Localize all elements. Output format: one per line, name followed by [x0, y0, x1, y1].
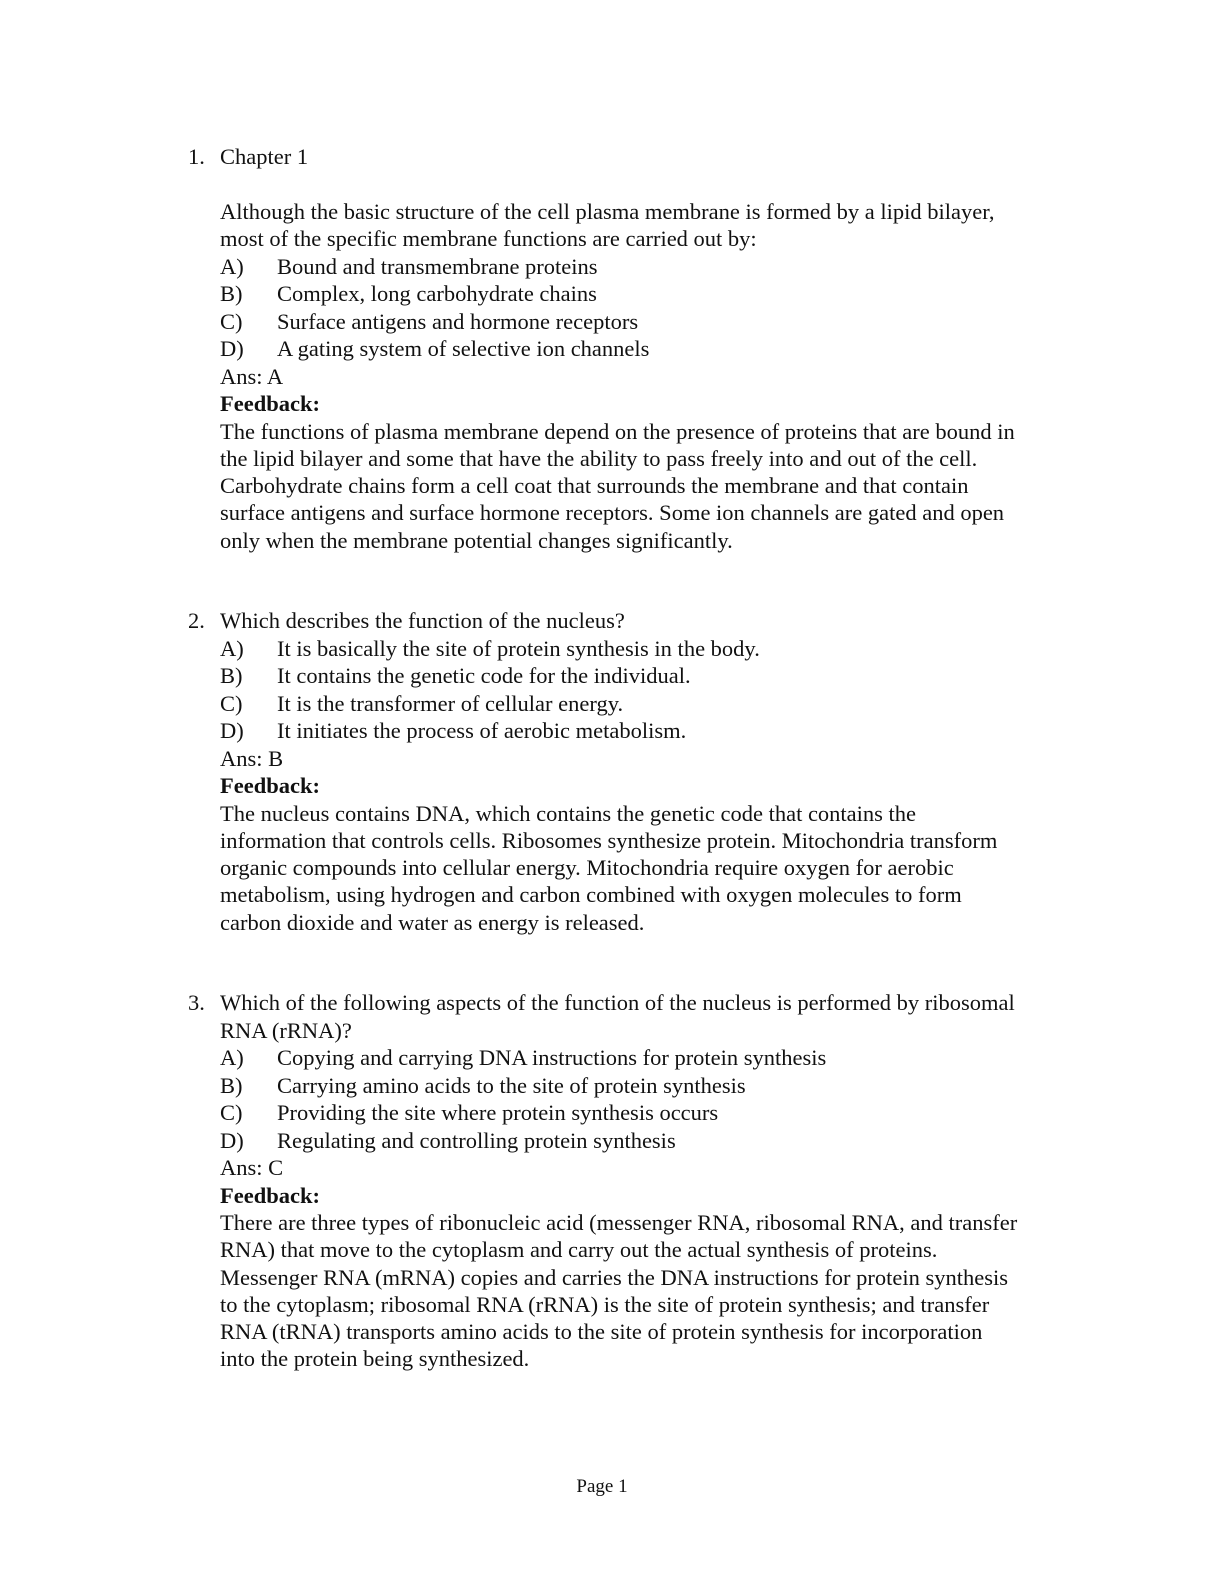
question-3-body [220, 1044, 1068, 1373]
option-letter: C) [220, 690, 243, 716]
answer: Ans: C [220, 1155, 284, 1180]
option-a [220, 635, 1068, 663]
option-text: Carrying amino acids to the site of protein synthesis [277, 1072, 746, 1098]
chapter-heading: Chapter 1 [220, 144, 309, 169]
option-c [220, 1099, 1068, 1127]
option-letter: B) [220, 1072, 243, 1098]
option-text: Complex, long carbohydrate chains [277, 281, 597, 306]
feedback-text [220, 1209, 1068, 1373]
question-3-header [188, 989, 1068, 1044]
question-3 [188, 989, 1068, 1373]
feedback-line: Messenger RNA (mRNA) copies and carries the DNA instructions for protein synthesis [220, 1264, 1008, 1290]
option-letter: D) [220, 718, 244, 743]
feedback-line: information that controls cells. Ribosomes synthesize protein. Mitochondria transform [220, 827, 998, 853]
feedback-text [220, 800, 1068, 936]
feedback-label: Feedback: [220, 1182, 320, 1208]
option-letter: D) [220, 1127, 244, 1153]
option-text: It initiates the process of aerobic metabolism. [277, 718, 687, 743]
feedback-line: surface antigens and surface hormone receptors. Some ion channels are gated and open [220, 500, 1005, 526]
option-a [220, 253, 1068, 281]
question-number: 1. [188, 144, 205, 169]
feedback-line: metabolism, using hydrogen and carbon combined with oxygen molecules to form [220, 882, 962, 908]
option-text: Providing the site where protein synthesis occurs [277, 1100, 719, 1125]
feedback-line: the lipid bilayer and some that have the ability to pass freely into and out of the cell. [220, 445, 978, 471]
option-text: A gating system of selective ion channels [277, 336, 650, 361]
question-line: Which of the following aspects of the function of the nucleus is performed by ribosomal [220, 990, 1015, 1015]
option-letter: B) [220, 281, 243, 306]
feedback-line: RNA) that move to the cytoplasm and carry out the actual synthesis of proteins. [220, 1237, 938, 1263]
question-line: Which describes the function of the nucleus? [220, 608, 625, 633]
option-letter: C) [220, 1100, 243, 1125]
question-1 [188, 143, 1068, 554]
feedback-label: Feedback: [220, 773, 320, 798]
option-d [220, 1127, 1068, 1155]
answer: Ans: B [220, 745, 284, 771]
page-number: Page 1 [576, 1476, 628, 1497]
feedback-line: The nucleus contains DNA, which contains the genetic code that contains the [220, 800, 917, 826]
feedback-line: only when the membrane potential changes significantly. [220, 527, 733, 553]
option-b [220, 280, 1068, 308]
option-text: It is basically the site of protein synthesis in the body. [277, 635, 760, 661]
option-text: Surface antigens and hormone receptors [277, 308, 639, 334]
feedback-label: Feedback: [220, 391, 320, 416]
option-letter: A) [220, 1045, 244, 1070]
feedback-line: into the protein being synthesized. [220, 1346, 530, 1372]
question-text [220, 989, 1068, 1044]
question-2-header [188, 607, 1068, 635]
question-number: 3. [188, 990, 205, 1015]
question-1-body [220, 198, 1068, 554]
stem-line: Although the basic structure of the cell plasma membrane is formed by a lipid bilayer, [220, 198, 995, 224]
option-d [220, 717, 1068, 745]
question-stem [220, 198, 1068, 253]
option-letter: D) [220, 336, 244, 361]
option-text: It is the transformer of cellular energy. [277, 690, 624, 716]
answer: Ans: A [220, 363, 284, 389]
option-letter: C) [220, 308, 243, 334]
option-letter: A) [220, 253, 244, 279]
feedback-line: The functions of plasma membrane depend on the presence of proteins that are bound in [220, 418, 1015, 444]
feedback-line: carbon dioxide and water as energy is released. [220, 909, 645, 935]
option-text: Regulating and controlling protein synthesis [277, 1127, 676, 1153]
option-a [220, 1044, 1068, 1072]
option-d [220, 335, 1068, 363]
option-c [220, 690, 1068, 718]
option-c [220, 308, 1068, 336]
question-text [220, 607, 1068, 635]
option-text: Bound and transmembrane proteins [277, 253, 598, 279]
option-text: It contains the genetic code for the individual. [277, 663, 691, 688]
question-1-header [188, 143, 1068, 171]
question-line: RNA (rRNA)? [220, 1017, 352, 1043]
stem-line: most of the specific membrane functions are carried out by: [220, 226, 757, 251]
option-text: Copying and carrying DNA instructions for protein synthesis [277, 1045, 827, 1070]
option-b [220, 662, 1068, 690]
feedback-line: Carbohydrate chains form a cell coat that surrounds the membrane and that contain [220, 473, 969, 499]
option-letter: A) [220, 635, 244, 661]
feedback-line: to the cytoplasm; ribosomal RNA (rRNA) is the site of protein synthesis; and transfer [220, 1291, 990, 1317]
question-2-body [220, 635, 1068, 936]
feedback-text [220, 418, 1068, 554]
question-number: 2. [188, 608, 205, 633]
feedback-line: There are three types of ribonucleic acid (messenger RNA, ribosomal RNA, and transfer [220, 1210, 1018, 1235]
option-letter: B) [220, 663, 243, 688]
feedback-line: RNA (tRNA) transports amino acids to the site of protein synthesis for incorporation [220, 1319, 983, 1345]
feedback-line: organic compounds into cellular energy. Mitochondria require oxygen for aerobic [220, 855, 954, 881]
option-b [220, 1072, 1068, 1100]
question-2 [188, 607, 1068, 936]
